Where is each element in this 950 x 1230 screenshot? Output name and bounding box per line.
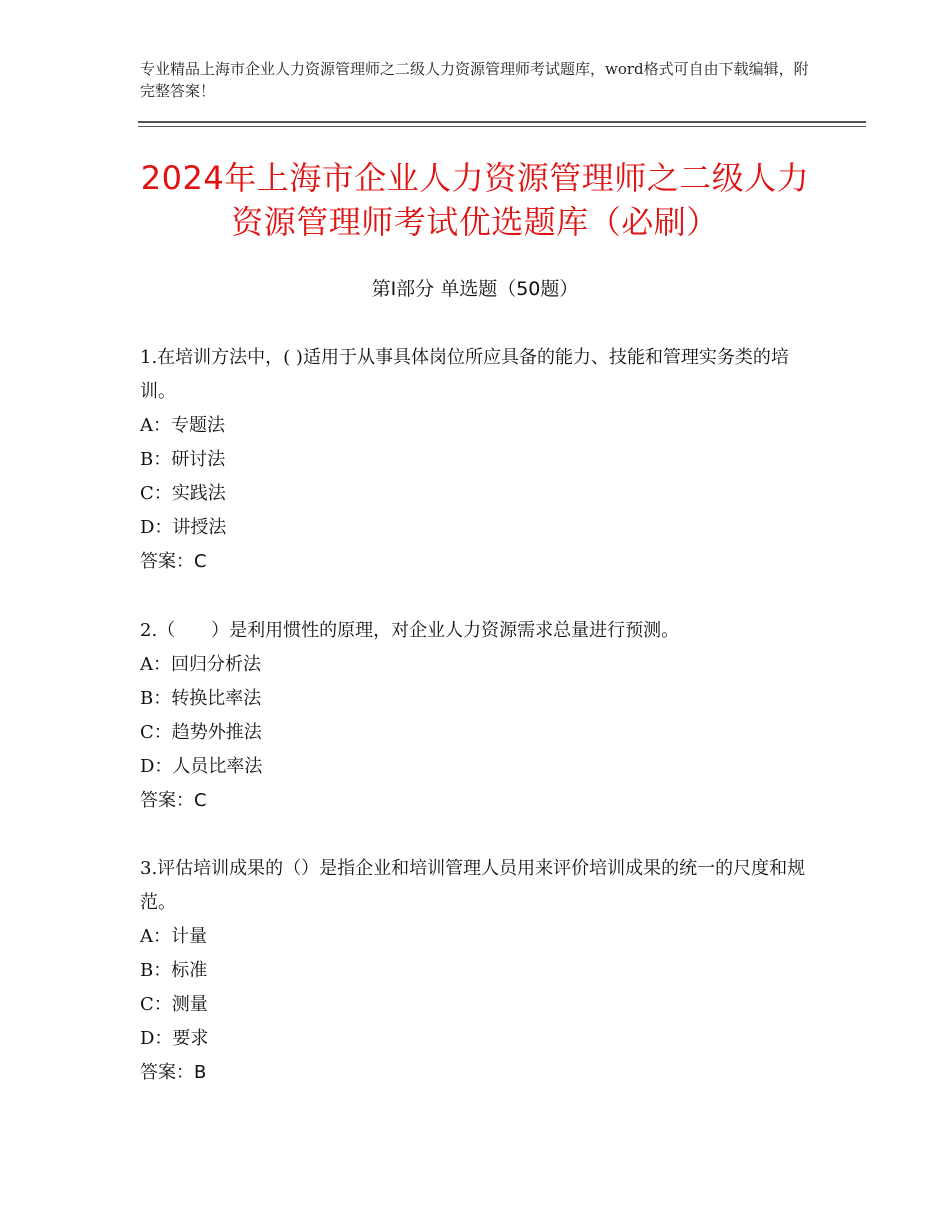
question-stem: 1.在培训方法中，( )适用于从事具体岗位所应具备的能力、技能和管理实务类的培训。 bbox=[140, 347, 789, 402]
option-c: C：实践法 bbox=[140, 483, 226, 504]
answer: 答案：C bbox=[140, 790, 207, 811]
question-stem: 2.（ ）是利用惯性的原理，对企业人力资源需求总量进行预测。 bbox=[140, 620, 680, 641]
header-rule-thin bbox=[138, 126, 866, 127]
option-b: B：研讨法 bbox=[140, 449, 226, 470]
option-a: A：回归分析法 bbox=[140, 654, 261, 675]
option-b: B：标准 bbox=[140, 960, 208, 981]
question-stem: 3.评估培训成果的（）是指企业和培训管理人员用来评价培训成果的统一的尺度和规范。 bbox=[140, 858, 806, 913]
section-heading: 第Ⅰ部分 单选题（50题） bbox=[371, 278, 579, 300]
option-a: A：专题法 bbox=[140, 415, 225, 436]
option-d: D：讲授法 bbox=[140, 517, 227, 538]
option-c: C：趋势外推法 bbox=[140, 722, 262, 743]
question-3 bbox=[140, 852, 820, 1090]
answer: 答案：C bbox=[140, 551, 207, 572]
option-c: C：测量 bbox=[140, 994, 208, 1015]
option-a: A：计量 bbox=[140, 926, 207, 947]
document-title: 2024年上海市企业人力资源管理师之二级人力资源管理师考试优选题库（必刷） bbox=[140, 159, 810, 241]
answer: 答案：B bbox=[140, 1062, 207, 1083]
question-1 bbox=[140, 341, 820, 579]
question-2 bbox=[140, 614, 820, 818]
option-d: D：要求 bbox=[140, 1028, 209, 1049]
option-b: B：转换比率法 bbox=[140, 688, 262, 709]
header-rule-thick bbox=[138, 121, 866, 123]
option-d: D：人员比率法 bbox=[140, 756, 263, 777]
header-note: 专业精品上海市企业人力资源管理师之二级人力资源管理师考试题库，word格式可自由下载编辑，附完整答案！ bbox=[140, 60, 809, 100]
